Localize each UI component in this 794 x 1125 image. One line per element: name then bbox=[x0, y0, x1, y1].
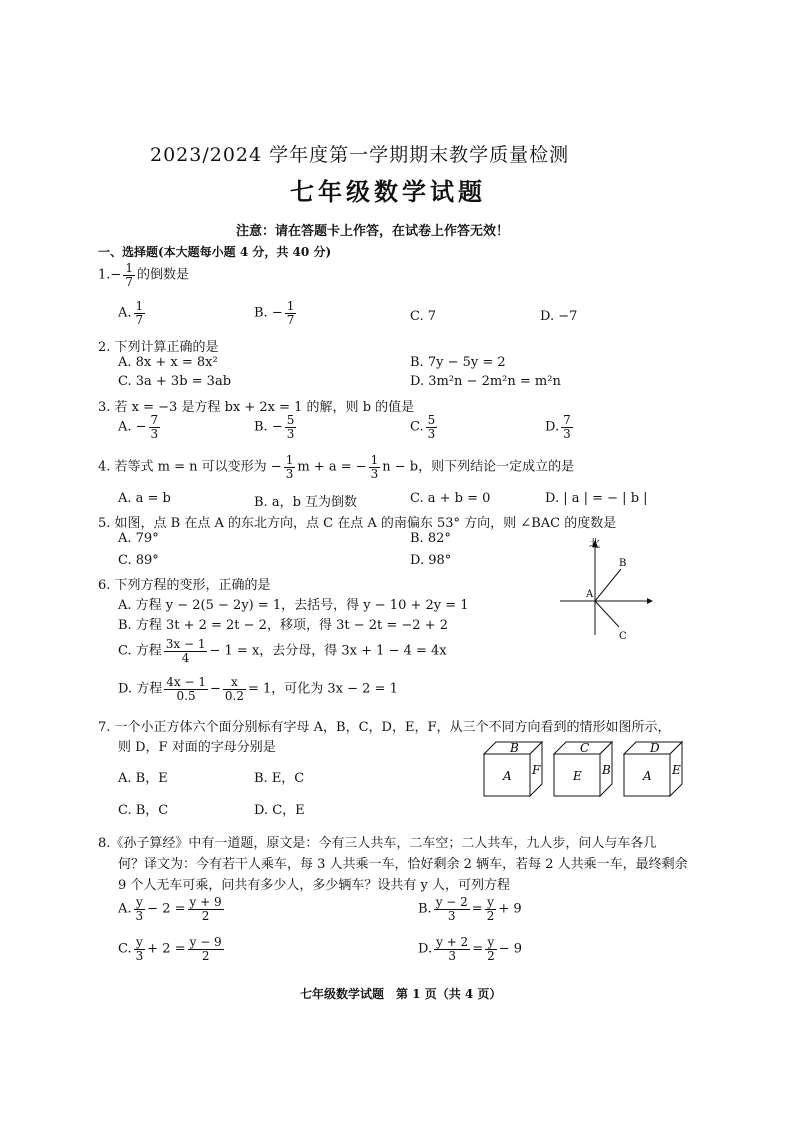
question-6-stem: 6. 下列方程的变形，正确的是 bbox=[98, 578, 271, 593]
exam-subtitle: 七年级数学试题 bbox=[290, 178, 486, 206]
q5-option-c[interactable]: C. 89° bbox=[118, 553, 159, 568]
cube-3-top-label: D bbox=[650, 741, 660, 755]
question-2-stem: 2. 下列计算正确的是 bbox=[98, 340, 219, 355]
q1-option-c[interactable]: C. 7 bbox=[410, 309, 437, 324]
section-heading: 一、选择题(本大题每小题 4 分，共 40 分) bbox=[98, 245, 332, 259]
q3-option-b[interactable]: B. − $\frac{5}{3}$ bbox=[254, 413, 295, 441]
question-8-line3: 9 个人无车可乘，问共有多少人，多少辆车？设共有 y 人，可列方程 bbox=[118, 878, 511, 893]
q4-option-c[interactable]: C. a + b = 0 bbox=[410, 491, 491, 506]
q8-option-b[interactable]: B. $\frac{y - 2}{3}$ = $\frac{y}{2}$ + 9 bbox=[418, 895, 522, 923]
question-1-stem: 1.− $\frac{1}{7}$ 的倒数是 bbox=[98, 261, 189, 289]
q2-option-d[interactable]: D. 3m²n − 2m²n = m²n bbox=[410, 374, 561, 389]
cube-2-front-label: E bbox=[573, 769, 582, 783]
q6-option-d[interactable]: D. 方程 $\frac{4x - 1}{0.5}$ − $\frac{x}{0.2}$ = 1，可化为 3x − 2 = 1 bbox=[118, 675, 398, 703]
q4-option-a[interactable]: A. a = b bbox=[118, 491, 171, 506]
q2-option-c[interactable]: C. 3a + 3b = 3ab bbox=[118, 374, 232, 389]
cube-2-side-label: B bbox=[602, 763, 611, 777]
q3-option-d[interactable]: D. $\frac{7}{3}$ bbox=[545, 413, 571, 441]
question-8-line2: 何？译文为：今有若干人乘车，每 3 人共乘一车，恰好剩余 2 辆车，若每 2 人共乘一车，最终剩余 bbox=[118, 857, 688, 872]
q4-option-b[interactable]: B. a，b 互为倒数 bbox=[254, 495, 358, 510]
east-arrow bbox=[647, 598, 653, 604]
q2-option-a[interactable]: A. 8x + x = 8x² bbox=[118, 355, 218, 370]
q8-option-c[interactable]: C. $\frac{y}{3}$ + 2 = $\frac{y - 9}{2}$ bbox=[118, 935, 222, 963]
q1-option-a[interactable]: A. $\frac{1}{7}$ bbox=[118, 299, 144, 327]
point-a-label: A bbox=[586, 589, 594, 600]
question-8-line1: 8.《孙子算经》中有一道题，原文是：今有三人共车，二车空；二人共车，九人步，问人与车各几 bbox=[98, 836, 657, 851]
north-label: 北 bbox=[589, 537, 600, 550]
ray-ac bbox=[595, 601, 619, 627]
q7-option-d[interactable]: D. C，E bbox=[254, 803, 305, 818]
question-5-stem: 5. 如图，点 B 在点 A 的东北方向，点 C 在点 A 的南偏东 53° 方向，则 ∠BAC 的度数是 bbox=[98, 516, 617, 531]
point-b-label: B bbox=[619, 558, 627, 569]
q6-option-b[interactable]: B. 方程 3t + 2 = 2t − 2，移项，得 3t − 2t = −2 + 2 bbox=[118, 618, 448, 633]
q5-option-d[interactable]: D. 98° bbox=[410, 553, 452, 568]
page-footer: 七年级数学试题 第 1 页（共 4 页） bbox=[300, 987, 502, 1001]
cube-1-top-label: B bbox=[510, 741, 519, 755]
cube-2-top-label: C bbox=[580, 741, 590, 755]
q1-option-d[interactable]: D. −7 bbox=[540, 309, 578, 324]
cube-1-front-label: A bbox=[503, 769, 512, 783]
question-4-stem: 4. 若等式 m = n 可以变形为 − $\frac{1}{3}$ m + a = − $\frac{1}{3}$ n − b，则下列结论一定成立的是 bbox=[98, 453, 575, 481]
cube-1-side-label: F bbox=[532, 763, 541, 777]
q4-option-d[interactable]: D. | a | = − | b | bbox=[545, 491, 648, 506]
cube-views bbox=[480, 738, 690, 800]
question-3-stem: 3. 若 x = −3 是方程 bx + 2x = 1 的解，则 b 的值是 bbox=[98, 400, 415, 415]
question-7-stem-line1: 7. 一个小正方体六个面分别标有字母 A，B，C，D，E，F，从三个不同方向看到的情形如图所示， bbox=[98, 720, 671, 735]
point-c-label: C bbox=[619, 631, 627, 642]
cube-1 bbox=[484, 741, 542, 796]
q2-option-b[interactable]: B. 7y − 5y = 2 bbox=[410, 355, 506, 370]
q7-option-b[interactable]: B. E，C bbox=[254, 771, 305, 786]
q8-option-a[interactable]: A. $\frac{y}{3}$ − 2 = $\frac{y + 9}{2}$ bbox=[118, 895, 222, 923]
q3-option-a[interactable]: A. − $\frac{7}{3}$ bbox=[118, 413, 159, 441]
q7-option-c[interactable]: C. B，C bbox=[118, 803, 169, 818]
q7-option-a[interactable]: A. B，E bbox=[118, 771, 168, 786]
cube-3-front-label: A bbox=[643, 769, 652, 783]
cube-3 bbox=[624, 741, 682, 796]
q6-option-c[interactable]: C. 方程 $\frac{3x - 1}{4}$ − 1 = x，去分母，得 3x + 1 − 4 = 4x bbox=[118, 637, 447, 665]
exam-title: 2023/2024 学年度第一学期期末教学质量检测 bbox=[150, 144, 570, 166]
cube-2 bbox=[554, 741, 612, 796]
q5-option-b[interactable]: B. 82° bbox=[410, 531, 451, 546]
direction-diagram bbox=[555, 535, 655, 645]
cube-3-side-label: E bbox=[672, 763, 681, 777]
q8-option-d[interactable]: D. $\frac{y + 2}{3}$ = $\frac{y}{2}$ − 9 bbox=[418, 935, 523, 963]
q5-option-a[interactable]: A. 79° bbox=[118, 531, 159, 546]
notice: 注意：请在答题卡上作答，在试卷上作答无效！ bbox=[236, 224, 510, 239]
q6-option-a[interactable]: A. 方程 y − 2(5 − 2y) = 1，去括号，得 y − 10 + 2y = 1 bbox=[118, 598, 469, 613]
ray-ab bbox=[595, 569, 621, 601]
q1-option-b[interactable]: B. − $\frac{1}{7}$ bbox=[254, 299, 295, 327]
q3-option-c[interactable]: C. $\frac{5}{3}$ bbox=[410, 413, 436, 441]
question-7-stem-line2: 则 D，F 对面的字母分别是 bbox=[118, 740, 276, 755]
